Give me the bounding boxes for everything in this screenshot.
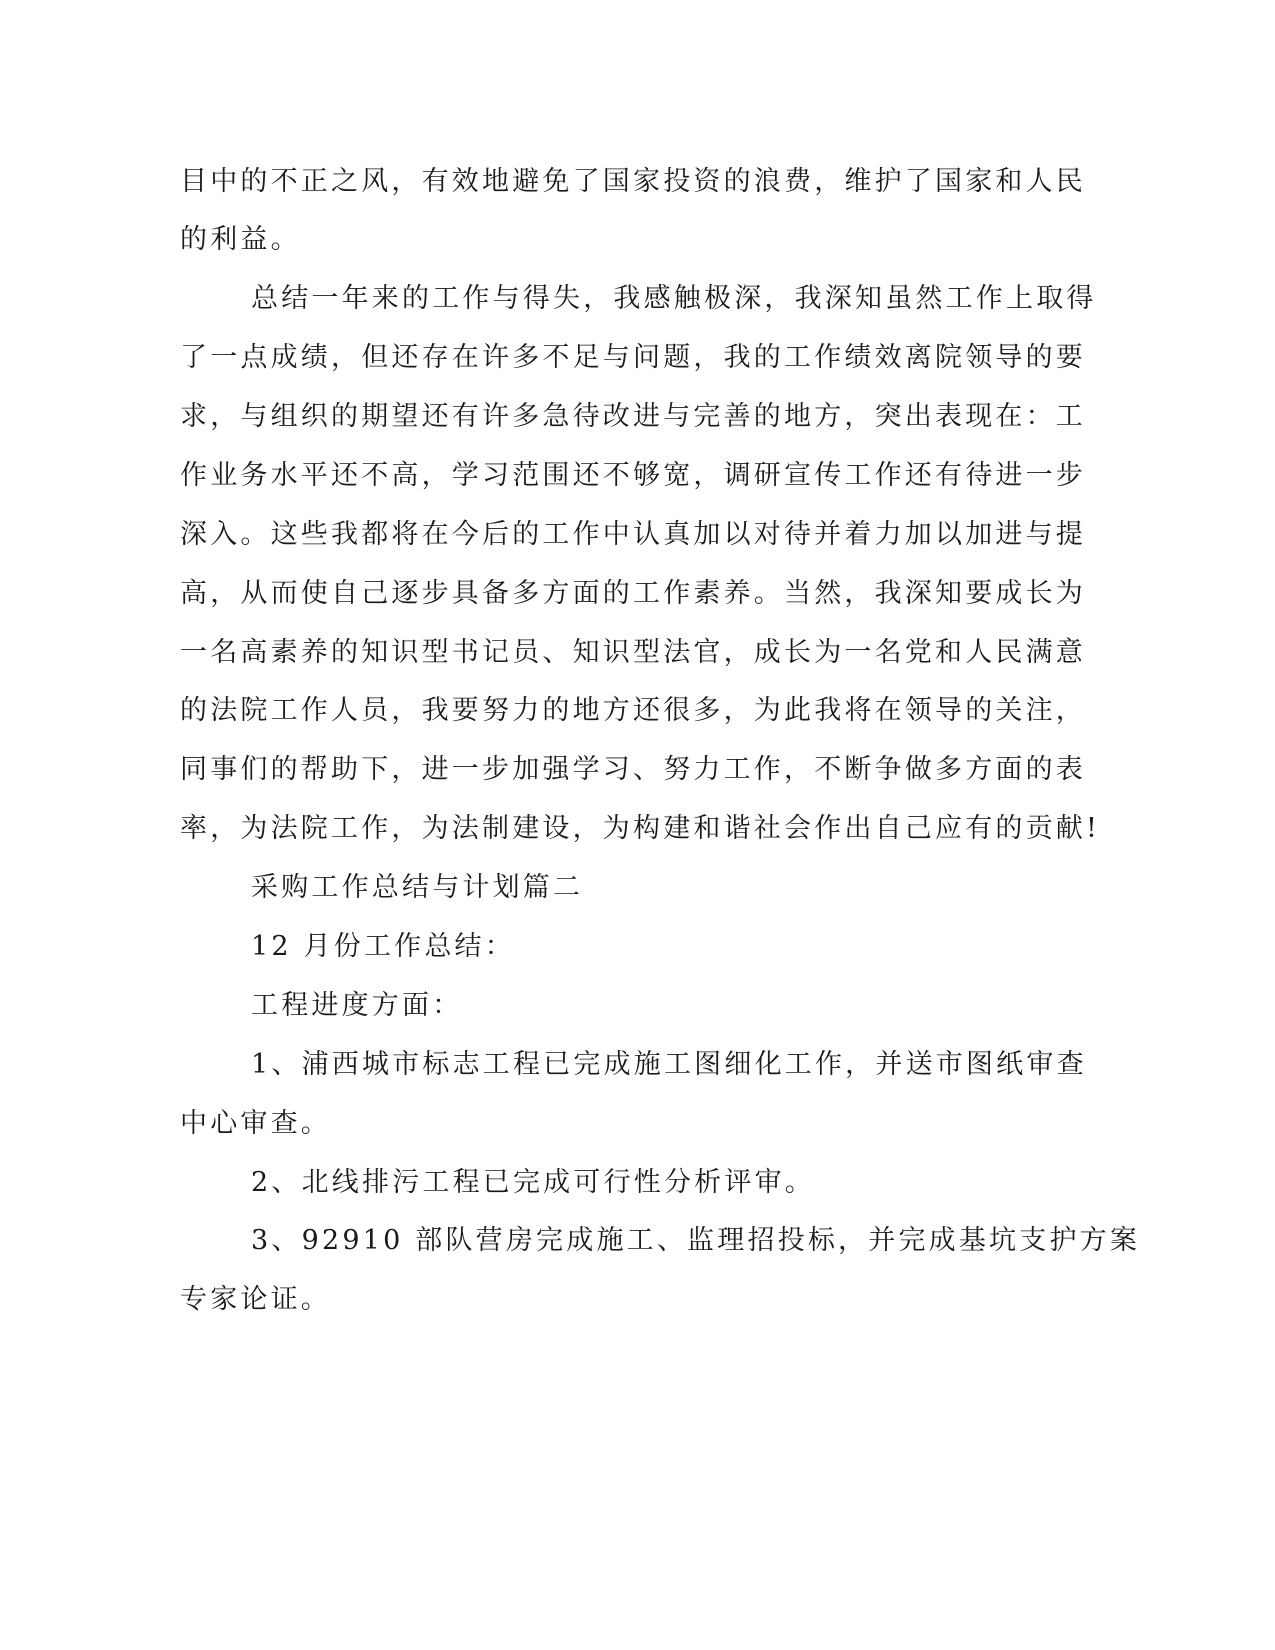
paragraph-line: 深入。这些我都将在今后的工作中认真加以对待并着力加以加进与提 [180, 519, 1086, 550]
paragraph-line: 总结一年来的工作与得失，我感触极深，我深知虽然工作上取得 [251, 283, 1097, 314]
section-heading: 采购工作总结与计划篇二 [251, 872, 584, 903]
list-item: 3、92910 部队营房完成施工、监理招投标，并完成基坑支护方案 [251, 1225, 1141, 1256]
list-item: 2、北线排污工程已完成可行性分析评审。 [251, 1167, 815, 1198]
paragraph-line: 率，为法院工作，为法制建设，为构建和谐社会作出自己应有的贡献! [180, 813, 1101, 844]
subheading: 工程进度方面： [251, 990, 463, 1021]
paragraph-line: 一名高素养的知识型书记员、知识型法官，成长为一名党和人民满意 [180, 637, 1086, 668]
paragraph-line: 的利益。 [180, 224, 301, 255]
paragraph-line: 目中的不正之风，有效地避免了国家投资的浪费，维护了国家和人民 [180, 166, 1086, 197]
list-item: 1、浦西城市标志工程已完成施工图细化工作，并送市图纸审查 [251, 1049, 1087, 1080]
subheading: 12 月份工作总结： [251, 931, 515, 962]
paragraph-line: 同事们的帮助下，进一步加强学习、努力工作，不断争做多方面的表 [180, 754, 1086, 785]
paragraph-line: 高，从而使自己逐步具备多方面的工作素养。当然，我深知要成长为 [180, 578, 1086, 609]
list-item-continuation: 中心审查。 [180, 1108, 331, 1139]
paragraph-line: 求，与组织的期望还有许多急待改进与完善的地方，突出表现在：工 [180, 401, 1086, 432]
list-item-continuation: 专家论证。 [180, 1284, 331, 1315]
paragraph-line: 了一点成绩，但还存在许多不足与问题，我的工作绩效离院领导的要 [180, 342, 1086, 373]
paragraph-line: 的法院工作人员，我要努力的地方还很多，为此我将在领导的关注， [180, 695, 1086, 726]
paragraph-line: 作业务水平还不高，学习范围还不够宽，调研宣传工作还有待进一步 [180, 460, 1086, 491]
